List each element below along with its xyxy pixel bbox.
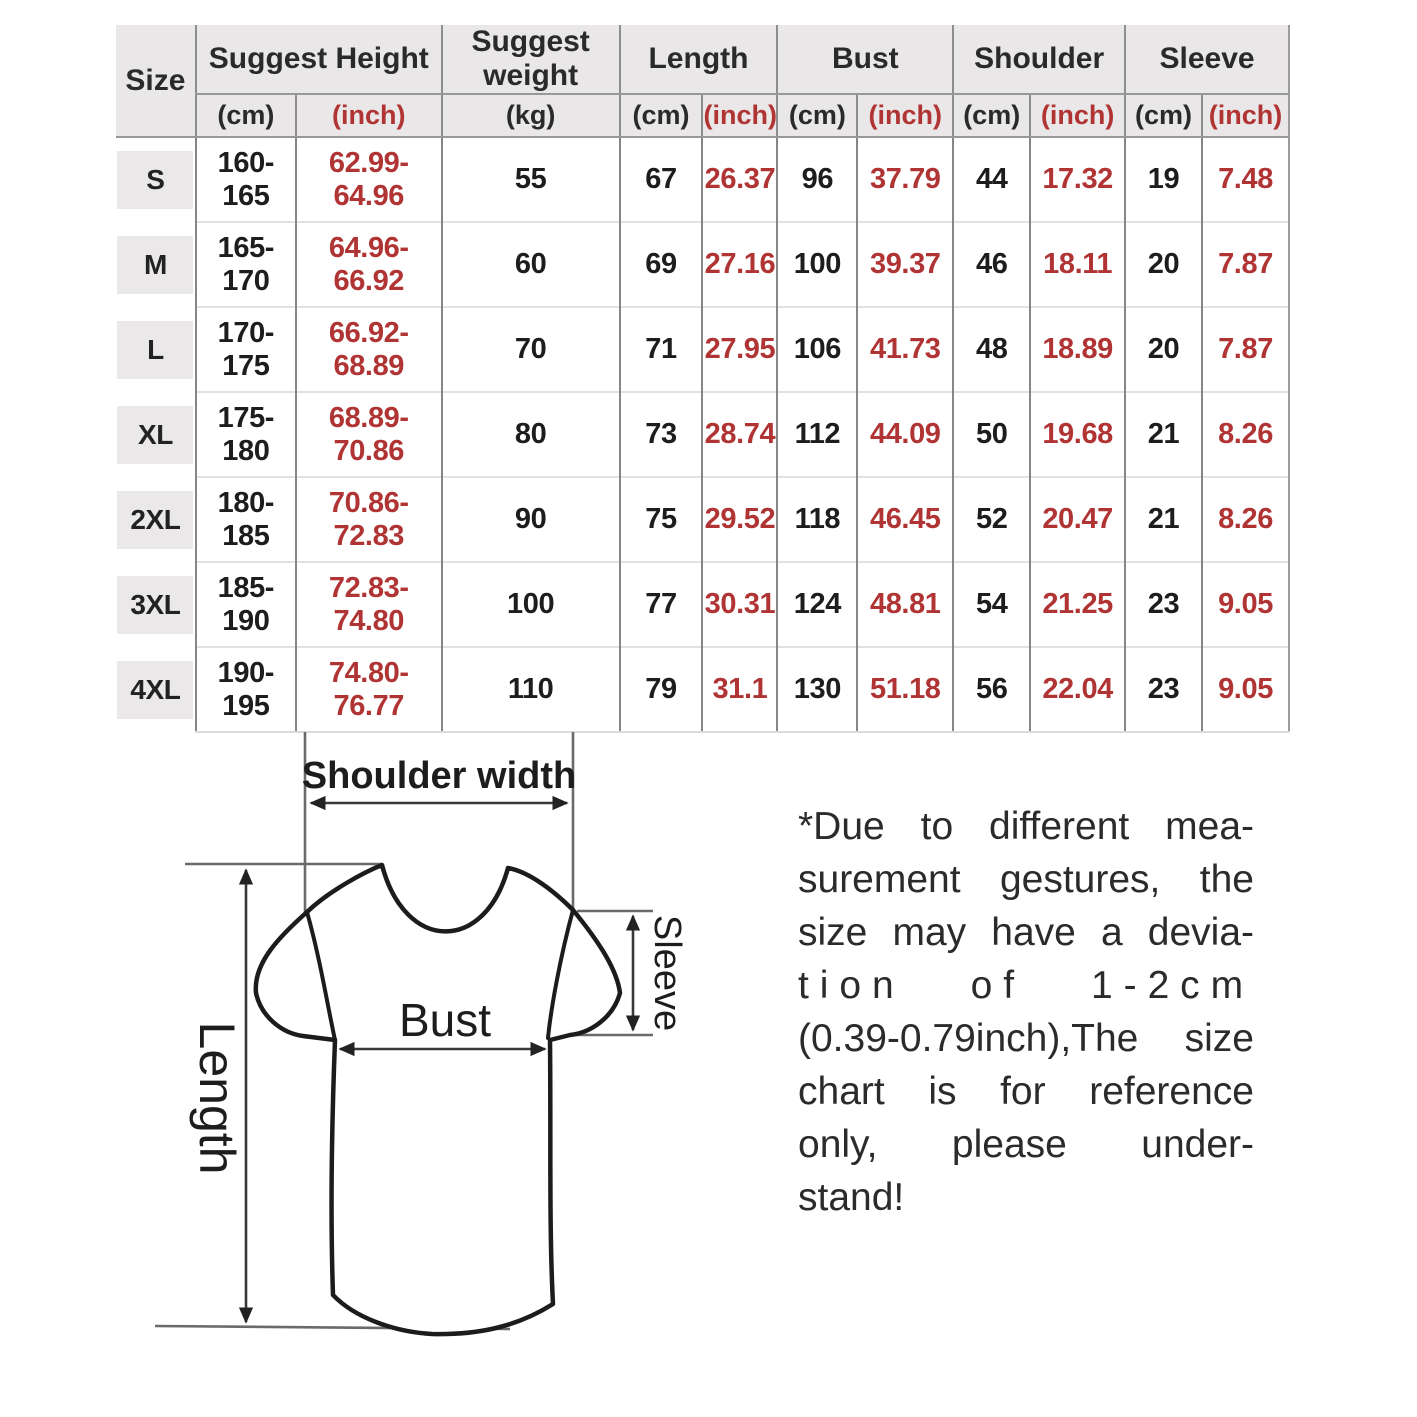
cell-weight-kg: 90: [442, 477, 620, 562]
size-chip: 3XL: [117, 576, 193, 634]
header-units-row: [116, 94, 1289, 137]
cell-sleeve-cm: 23: [1125, 647, 1202, 732]
cell-size: [116, 392, 196, 477]
cell-weight-kg: 110: [442, 647, 620, 732]
cell-length-inch: 27.16: [702, 222, 777, 307]
unit-weight-kg: (kg): [442, 94, 620, 137]
unit-length-inch: (inch): [702, 94, 777, 137]
shoulder-width-label: Shoulder width: [301, 755, 577, 797]
table-row: [116, 137, 1289, 222]
table-row: [116, 307, 1289, 392]
cell-shoulder-cm: 56: [953, 647, 1030, 732]
cell-bust-inch: 46.45: [857, 477, 953, 562]
unit-shoulder-cm: (cm): [953, 94, 1030, 137]
size-chip: L: [117, 321, 193, 379]
size-chip: S: [117, 151, 193, 209]
cell-height-inch: 62.99-64.96: [296, 137, 442, 222]
unit-sleeve-inch: (inch): [1202, 94, 1289, 137]
table-row: [116, 562, 1289, 647]
cell-shoulder-inch: 18.89: [1030, 307, 1125, 392]
cell-height-cm: 165-170: [196, 222, 296, 307]
unit-bust-inch: (inch): [857, 94, 953, 137]
unit-bust-cm: (cm): [777, 94, 857, 137]
cell-length-inch: 30.31: [702, 562, 777, 647]
header-size: Size: [116, 25, 196, 137]
cell-sleeve-inch: 7.87: [1202, 307, 1289, 392]
note-line: chart is for reference: [798, 1070, 1254, 1113]
cell-size: [116, 562, 196, 647]
cell-height-cm: 180-185: [196, 477, 296, 562]
cell-bust-cm: 130: [777, 647, 857, 732]
cell-sleeve-inch: 9.05: [1202, 562, 1289, 647]
table-header: [116, 25, 1289, 137]
cell-weight-kg: 100: [442, 562, 620, 647]
table-row: [116, 222, 1289, 307]
cell-length-inch: 27.95: [702, 307, 777, 392]
cell-length-cm: 73: [620, 392, 703, 477]
cell-height-inch: 68.89-70.86: [296, 392, 442, 477]
table-row: [116, 392, 1289, 477]
cell-sleeve-cm: 19: [1125, 137, 1202, 222]
cell-bust-cm: 124: [777, 562, 857, 647]
cell-shoulder-inch: 19.68: [1030, 392, 1125, 477]
cell-length-cm: 79: [620, 647, 703, 732]
cell-shoulder-inch: 17.32: [1030, 137, 1125, 222]
table-body: [116, 137, 1289, 732]
cell-bust-cm: 100: [777, 222, 857, 307]
cell-height-cm: 170-175: [196, 307, 296, 392]
table-row: [116, 477, 1289, 562]
note-line: tion of 1-2cm: [798, 964, 1254, 1007]
cell-height-cm: 175-180: [196, 392, 296, 477]
cell-height-inch: 64.96-66.92: [296, 222, 442, 307]
header-group-row: [116, 25, 1289, 94]
cell-size: [116, 307, 196, 392]
header-length: Length: [620, 25, 778, 94]
cell-sleeve-cm: 20: [1125, 307, 1202, 392]
cell-shoulder-cm: 54: [953, 562, 1030, 647]
cell-size: [116, 477, 196, 562]
cell-bust-cm: 106: [777, 307, 857, 392]
cell-length-inch: 26.37: [702, 137, 777, 222]
length-label: Length: [189, 1021, 245, 1175]
unit-length-cm: (cm): [620, 94, 703, 137]
cell-weight-kg: 55: [442, 137, 620, 222]
header-bust: Bust: [777, 25, 953, 94]
cell-shoulder-inch: 22.04: [1030, 647, 1125, 732]
cell-sleeve-inch: 7.48: [1202, 137, 1289, 222]
header-suggest-height: Suggest Height: [196, 25, 442, 94]
cell-length-inch: 28.74: [702, 392, 777, 477]
size-chart-table: [116, 25, 1290, 733]
cell-bust-inch: 44.09: [857, 392, 953, 477]
cell-weight-kg: 60: [442, 222, 620, 307]
cell-sleeve-inch: 8.26: [1202, 392, 1289, 477]
cell-sleeve-inch: 8.26: [1202, 477, 1289, 562]
cell-length-cm: 67: [620, 137, 703, 222]
cell-length-inch: 31.1: [702, 647, 777, 732]
unit-shoulder-inch: (inch): [1030, 94, 1125, 137]
note-line: size may have a devia-: [798, 911, 1254, 954]
size-chip: XL: [117, 406, 193, 464]
note-line: only, please under-: [798, 1123, 1254, 1166]
cell-shoulder-inch: 21.25: [1030, 562, 1125, 647]
cell-bust-inch: 48.81: [857, 562, 953, 647]
cell-shoulder-inch: 18.11: [1030, 222, 1125, 307]
cell-sleeve-cm: 21: [1125, 477, 1202, 562]
cell-sleeve-cm: 23: [1125, 562, 1202, 647]
cell-sleeve-inch: 7.87: [1202, 222, 1289, 307]
measurement-disclaimer: [798, 800, 1254, 1224]
cell-height-inch: 74.80-76.77: [296, 647, 442, 732]
cell-shoulder-inch: 20.47: [1030, 477, 1125, 562]
cell-weight-kg: 70: [442, 307, 620, 392]
cell-bust-inch: 37.79: [857, 137, 953, 222]
header-shoulder: Shoulder: [953, 25, 1125, 94]
note-line: *Due to different mea-: [798, 805, 1254, 848]
cell-shoulder-cm: 52: [953, 477, 1030, 562]
cell-height-inch: 66.92-68.89: [296, 307, 442, 392]
header-suggest-weight: Suggest weight: [442, 25, 620, 94]
bust-label: Bust: [398, 994, 492, 1046]
unit-sleeve-cm: (cm): [1125, 94, 1202, 137]
cell-shoulder-cm: 44: [953, 137, 1030, 222]
sleeve-label: Sleeve: [646, 914, 688, 1032]
cell-bust-cm: 96: [777, 137, 857, 222]
size-chip: M: [117, 236, 193, 294]
size-chip: 2XL: [117, 491, 193, 549]
cell-length-cm: 75: [620, 477, 703, 562]
cell-bust-inch: 41.73: [857, 307, 953, 392]
cell-bust-inch: 51.18: [857, 647, 953, 732]
note-line: (0.39-0.79inch),The size: [798, 1017, 1254, 1060]
header-sleeve: Sleeve: [1125, 25, 1289, 94]
cell-height-cm: 190-195: [196, 647, 296, 732]
cell-length-cm: 77: [620, 562, 703, 647]
cell-size: [116, 137, 196, 222]
note-line: stand!: [798, 1176, 905, 1219]
unit-height-cm: (cm): [196, 94, 296, 137]
cell-weight-kg: 80: [442, 392, 620, 477]
cell-shoulder-cm: 48: [953, 307, 1030, 392]
cell-height-cm: 160-165: [196, 137, 296, 222]
size-chip: 4XL: [117, 661, 193, 719]
cell-sleeve-cm: 20: [1125, 222, 1202, 307]
cell-size: [116, 222, 196, 307]
cell-sleeve-cm: 21: [1125, 392, 1202, 477]
cell-length-cm: 69: [620, 222, 703, 307]
cell-shoulder-cm: 46: [953, 222, 1030, 307]
cell-length-cm: 71: [620, 307, 703, 392]
cell-height-cm: 185-190: [196, 562, 296, 647]
cell-bust-inch: 39.37: [857, 222, 953, 307]
tshirt-measurement-diagram: [85, 718, 745, 1363]
cell-sleeve-inch: 9.05: [1202, 647, 1289, 732]
cell-shoulder-cm: 50: [953, 392, 1030, 477]
unit-height-inch: (inch): [296, 94, 442, 137]
cell-length-inch: 29.52: [702, 477, 777, 562]
cell-height-inch: 70.86-72.83: [296, 477, 442, 562]
note-line: surement gestures, the: [798, 858, 1254, 901]
cell-bust-cm: 118: [777, 477, 857, 562]
cell-bust-cm: 112: [777, 392, 857, 477]
cell-height-inch: 72.83-74.80: [296, 562, 442, 647]
